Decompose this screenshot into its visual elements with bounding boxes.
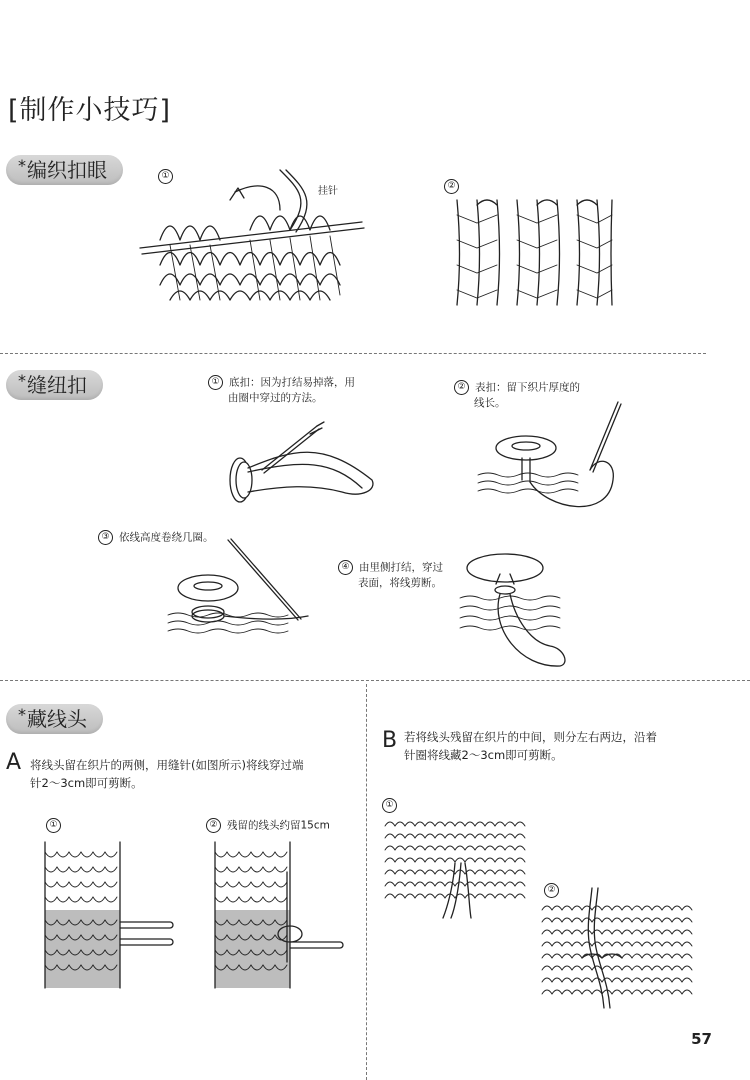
page-number: 57 (691, 1030, 712, 1048)
buttonhole-step2-number (444, 176, 465, 195)
para-line: 针2～3cm即可剪断。 (30, 776, 143, 790)
method-b-letter: B (382, 728, 398, 753)
sew-button-illustration-4 (460, 548, 580, 673)
method-b-text (404, 728, 714, 764)
step-number: ③ (98, 530, 113, 545)
step-number: ② (444, 179, 459, 194)
hide-yarn-b-illustration-1 (385, 818, 525, 918)
sew-button-illustration-2 (478, 400, 628, 525)
note-line: 依线高度卷绕几圈。 (119, 531, 214, 544)
step-number: ① (382, 798, 397, 813)
step-number: ① (46, 818, 61, 833)
sew-button-illustration-1 (222, 420, 392, 515)
hide-yarn-a-illustration-2 (215, 842, 350, 990)
star-mark: * (18, 371, 26, 390)
section-title-hide-yarn (6, 704, 103, 734)
page-title: [制作小技巧] (8, 95, 172, 126)
step-number: ① (158, 169, 173, 184)
section-title-text: 编织扣眼 (27, 158, 107, 182)
hide-b-step1-number (382, 795, 403, 814)
star-mark: * (18, 156, 26, 175)
section-title-sew-button (6, 370, 103, 400)
hide-yarn-a-illustration-1 (45, 842, 180, 990)
note-line: 残留的线头约留15cm (227, 819, 330, 832)
star-mark: * (18, 705, 26, 724)
buttonhole-illustration-2 (452, 195, 617, 310)
hide-yarn-b-illustration-2 (542, 888, 697, 1013)
column-divider (366, 684, 367, 1080)
note-line: 表扣：留下织片厚度的 (475, 381, 580, 394)
section-title-text: 藏线头 (27, 707, 87, 731)
note-line: 由圈中穿过的方法。 (228, 391, 323, 404)
section-title-buttonhole (6, 155, 123, 185)
note-line: 表面，将线剪断。 (358, 576, 442, 589)
buttonhole-illustration-1 (140, 170, 380, 310)
section-title-text: 缝纽扣 (27, 373, 87, 397)
hide-a-step1-number (46, 815, 67, 834)
step-number: ④ (338, 560, 353, 575)
section-divider (0, 680, 750, 681)
sew-button-illustration-3 (168, 540, 318, 640)
note-line: 线长。 (474, 396, 506, 409)
method-a-letter: A (6, 750, 22, 775)
method-a-text (30, 756, 360, 792)
hook-label: 挂针 (318, 186, 338, 197)
hide-a-step2-note (206, 818, 330, 834)
step-number: ① (208, 375, 223, 390)
section-divider (0, 353, 706, 354)
note-line: 由里侧打结，穿过 (359, 561, 443, 574)
step-number: ② (544, 883, 559, 898)
sew-step4-note (338, 560, 468, 591)
para-line: 针圈将线藏2～3cm即可剪断。 (404, 748, 563, 762)
step-number: ② (454, 380, 469, 395)
para-line: 若将线头残留在织片的中间，则分左右两边，沿着 (404, 730, 657, 744)
sew-step1-note (208, 375, 388, 406)
step-number: ② (206, 818, 221, 833)
para-line: 将线头留在织片的两侧，用缝针(如图所示)将线穿过端 (30, 758, 304, 772)
note-line: 底扣：因为打结易掉落，用 (229, 376, 355, 389)
